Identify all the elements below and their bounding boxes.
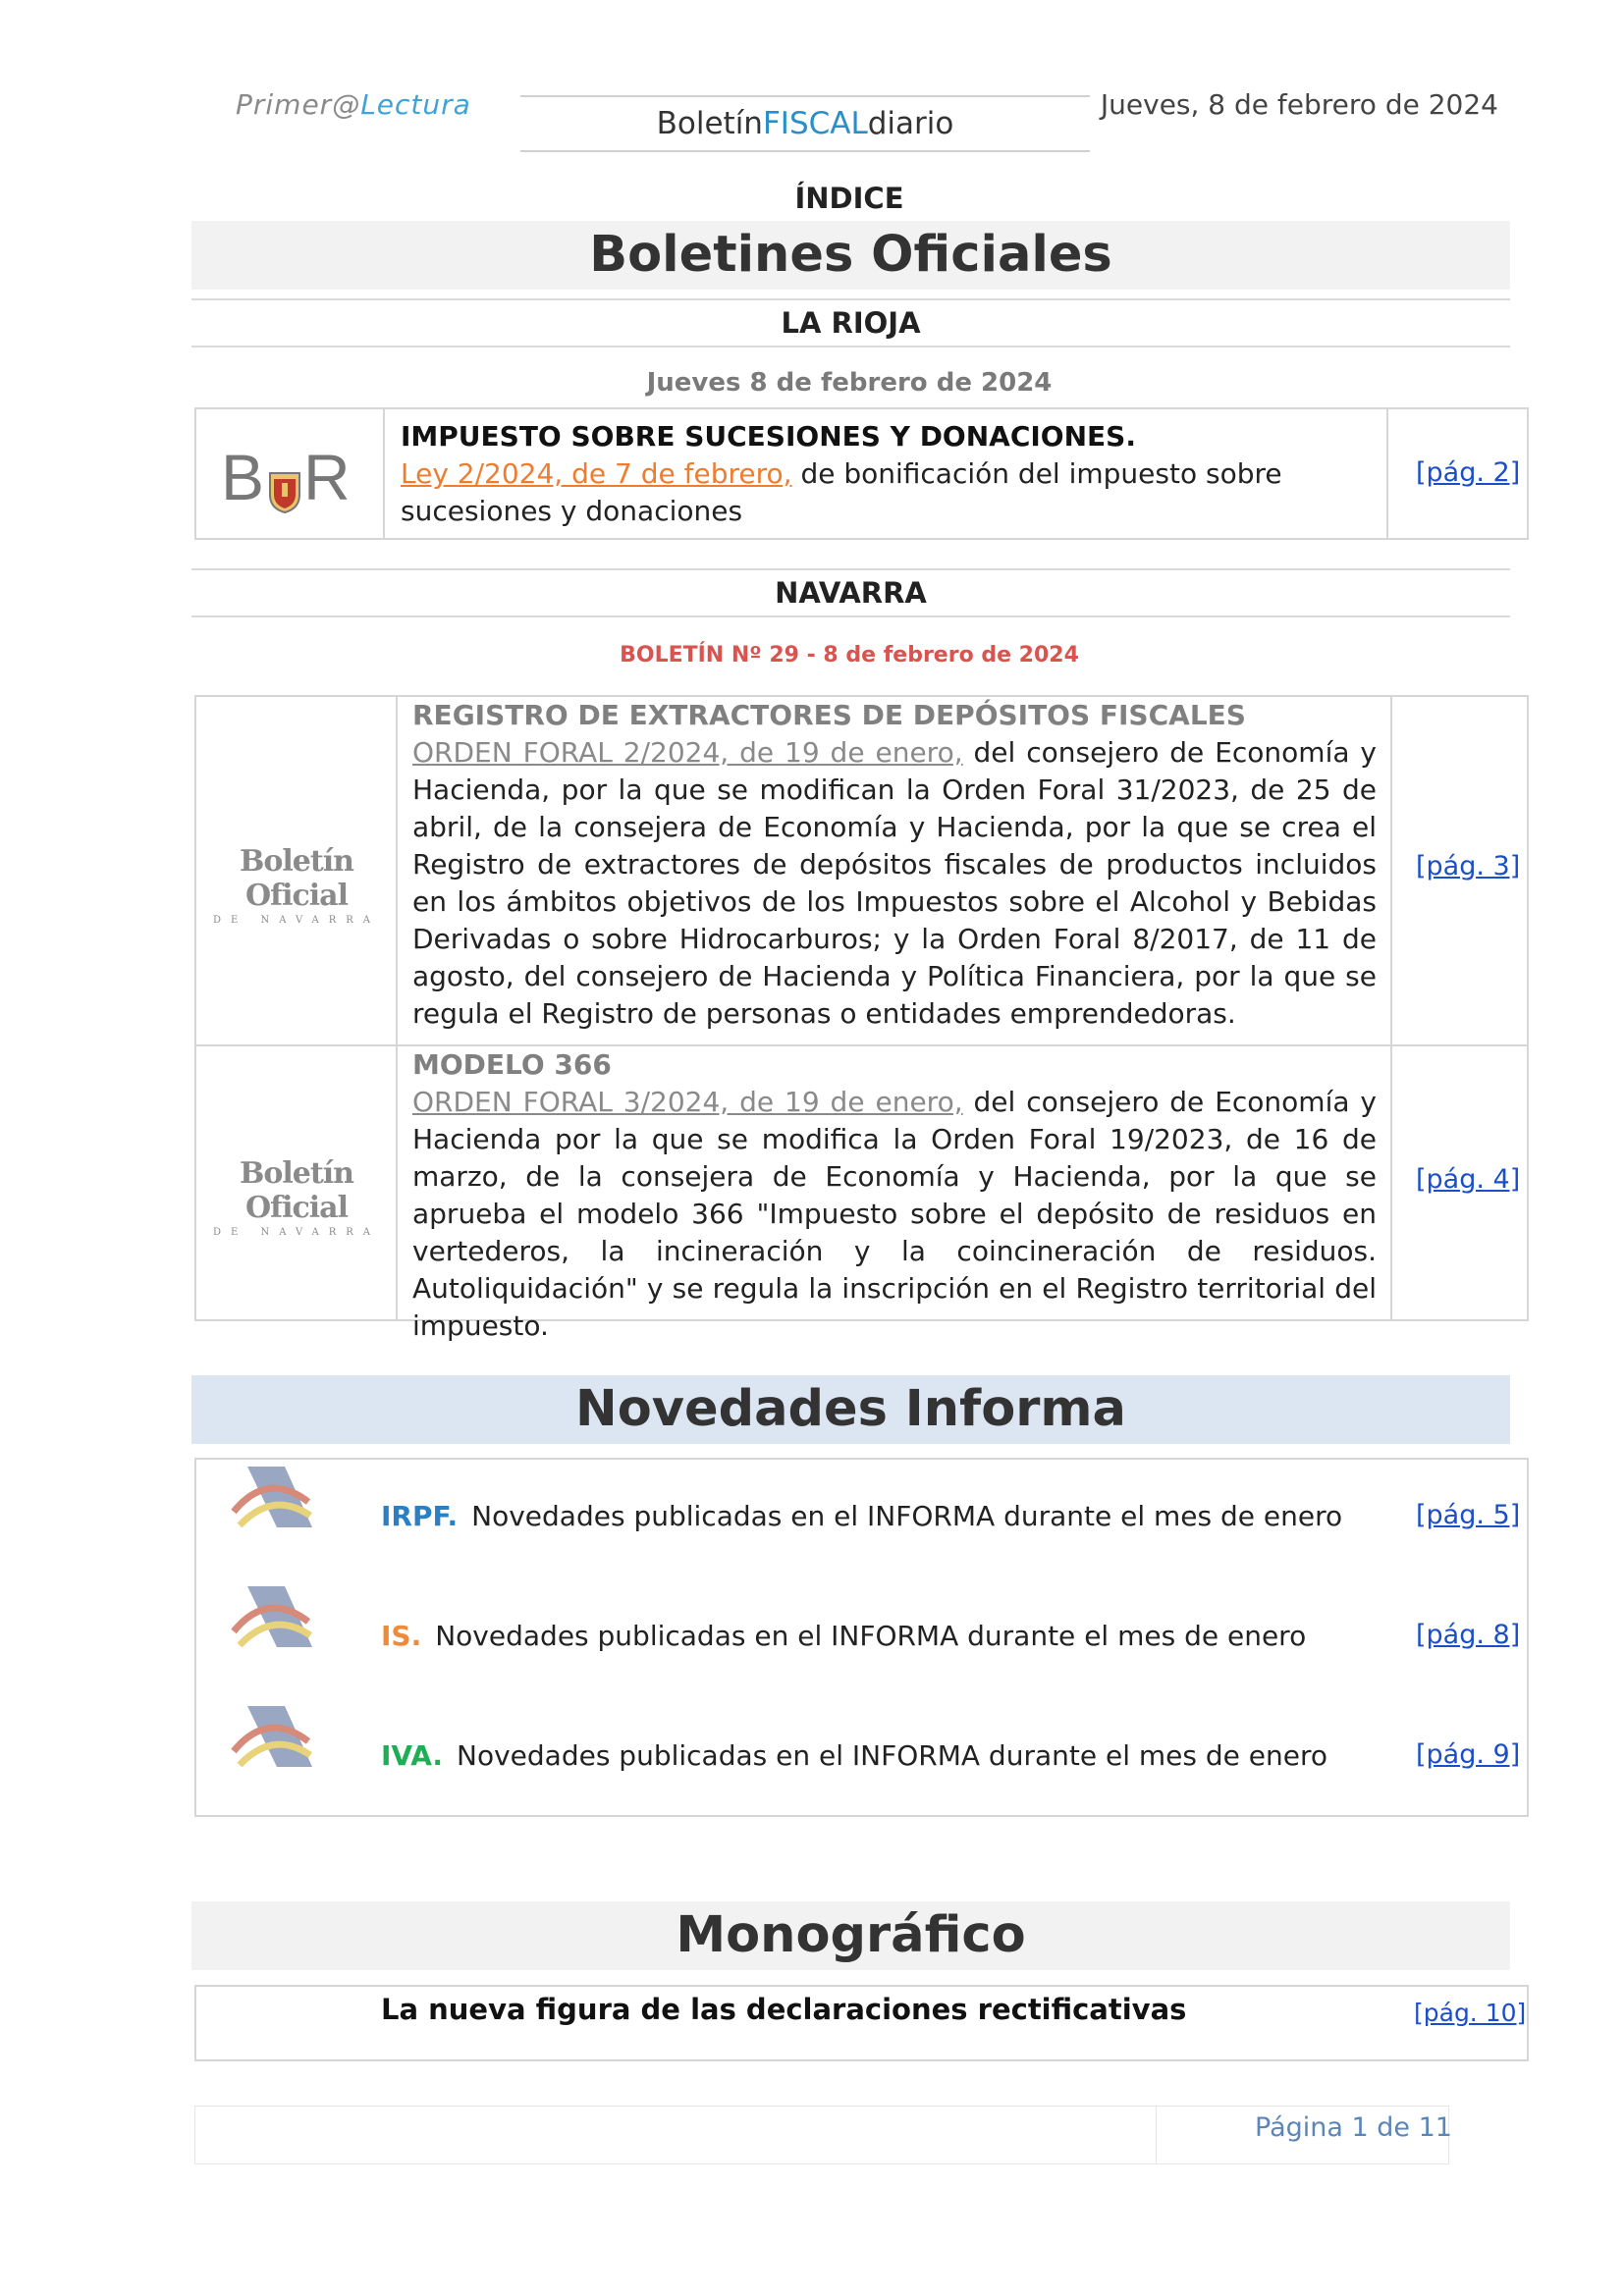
aeat-logo-icon <box>228 1702 316 1777</box>
novedades-page-link-irpf[interactable]: [pág. 5] <box>1416 1500 1521 1530</box>
bon-logo-2: Boletín Oficial DE NAVARRA <box>212 1156 380 1238</box>
tag-iva: IVA. <box>381 1739 444 1772</box>
navarra-entry-2 <box>412 1046 1377 1345</box>
rioja-page-link[interactable]: [pág. 2] <box>1416 457 1521 488</box>
rioja-issue-date: Jueves 8 de febrero de 2024 <box>646 368 1053 398</box>
tag-irpf: IRPF. <box>381 1500 459 1532</box>
index-heading: ÍNDICE <box>794 182 904 215</box>
tag-is: IS. <box>381 1620 422 1652</box>
rioja-shield-icon <box>268 454 301 500</box>
footer-divider <box>1156 2106 1157 2164</box>
orden-foral-3-link[interactable]: ORDEN FORAL 3/2024, de 19 de enero, <box>412 1086 963 1118</box>
novedades-row-is: IS. Novedades publicadas en el INFORMA durante el mes de enero <box>381 1620 1307 1652</box>
rioja-entry-desc: Ley 2/2024, de 7 de febrero, de bonificación del impuesto sobre sucesiones y donaciones <box>401 457 1282 527</box>
region-heading-navarra: NAVARRA <box>191 568 1510 617</box>
monografico-page-link[interactable]: [pág. 10] <box>1414 1999 1527 2027</box>
aeat-logo-icon <box>228 1463 316 1537</box>
bor-logo: B R <box>221 441 352 513</box>
navarra-divider-right <box>1390 696 1392 1320</box>
section-band-boletines: Boletines Oficiales <box>191 221 1510 290</box>
bulletin-title: Boletín FISCAL diario <box>520 95 1090 152</box>
rioja-entry-body <box>401 418 1373 530</box>
navarra-entry-1-title: REGISTRO DE EXTRACTORES DE DEPÓSITOS FISCALES <box>412 699 1246 731</box>
orden-foral-2-link[interactable]: ORDEN FORAL 2/2024, de 19 de enero, <box>412 736 963 769</box>
novedades-page-link-is[interactable]: [pág. 8] <box>1416 1620 1521 1650</box>
rioja-divider-left <box>383 408 385 539</box>
navarra-divider-left <box>396 696 398 1320</box>
navarra-entry-1 <box>412 697 1377 1033</box>
section-band-monografico: Monográfico <box>191 1901 1510 1970</box>
bon-logo: Boletín Oficial DE NAVARRA <box>212 844 380 926</box>
rioja-divider-right <box>1386 408 1388 539</box>
navarra-page-link-1[interactable]: [pág. 3] <box>1416 851 1521 881</box>
region-heading-rioja: LA RIOJA <box>191 298 1510 347</box>
navarra-entry-1-desc: ORDEN FORAL 2/2024, de 19 de enero, del consejero de Economía y Hacienda, por la que se modifican la Orden Foral 31/2023, de 25 de abril, de la consejera de Economía y Hacienda, por la que se crea el Registro de extractores de depósitos fiscales de productos incluidos en los ámbitos objetivos de los Impuestos sobre el Alcohol y Bebidas Derivadas o sobre Hidrocarburos; y la Orden Foral 8/2017, de 11 de agosto, del consejero de Hacienda y Política Financiera, por la que se regula el Registro de personas o entidades emprendedoras. <box>412 736 1377 1030</box>
navarra-issue: BOLETÍN Nº 29 - 8 de febrero de 2024 <box>620 643 1079 667</box>
page-number: Página 1 de 11 <box>1255 2112 1452 2143</box>
rioja-entry-title: IMPUESTO SOBRE SUCESIONES Y DONACIONES. <box>401 420 1136 453</box>
header-date: Jueves, 8 de febrero de 2024 <box>1100 88 1498 121</box>
novedades-row-irpf: IRPF. Novedades publicadas en el INFORMA durante el mes de enero <box>381 1500 1343 1532</box>
novedades-row-iva: IVA. Novedades publicadas en el INFORMA durante el mes de enero <box>381 1739 1327 1772</box>
rioja-law-link[interactable]: Ley 2/2024, de 7 de febrero, <box>401 457 792 490</box>
section-band-novedades: Novedades Informa <box>191 1375 1510 1444</box>
brand-logo: Primer@Lectura <box>236 88 471 121</box>
navarra-entry-2-desc: ORDEN FORAL 3/2024, de 19 de enero, del consejero de Economía y Hacienda por la que se modifica la Orden Foral 19/2023, de 16 de marzo, de la consejera de Economía y Hacienda, por la que se aprueba el modelo 366 "Impuesto sobre el depósito de residuos en vertederos, la incineración y la coincineración de residuos. Autoliquidación" y se regula la inscripción en el Registro territorial del impuesto. <box>412 1086 1377 1342</box>
navarra-page-link-2[interactable]: [pág. 4] <box>1416 1164 1521 1195</box>
aeat-logo-icon <box>228 1582 316 1657</box>
navarra-entry-2-title: MODELO 366 <box>412 1048 612 1081</box>
novedades-page-link-iva[interactable]: [pág. 9] <box>1416 1739 1521 1770</box>
monografico-entry-title: La nueva figura de las declaraciones rectificativas <box>381 1993 1187 2026</box>
